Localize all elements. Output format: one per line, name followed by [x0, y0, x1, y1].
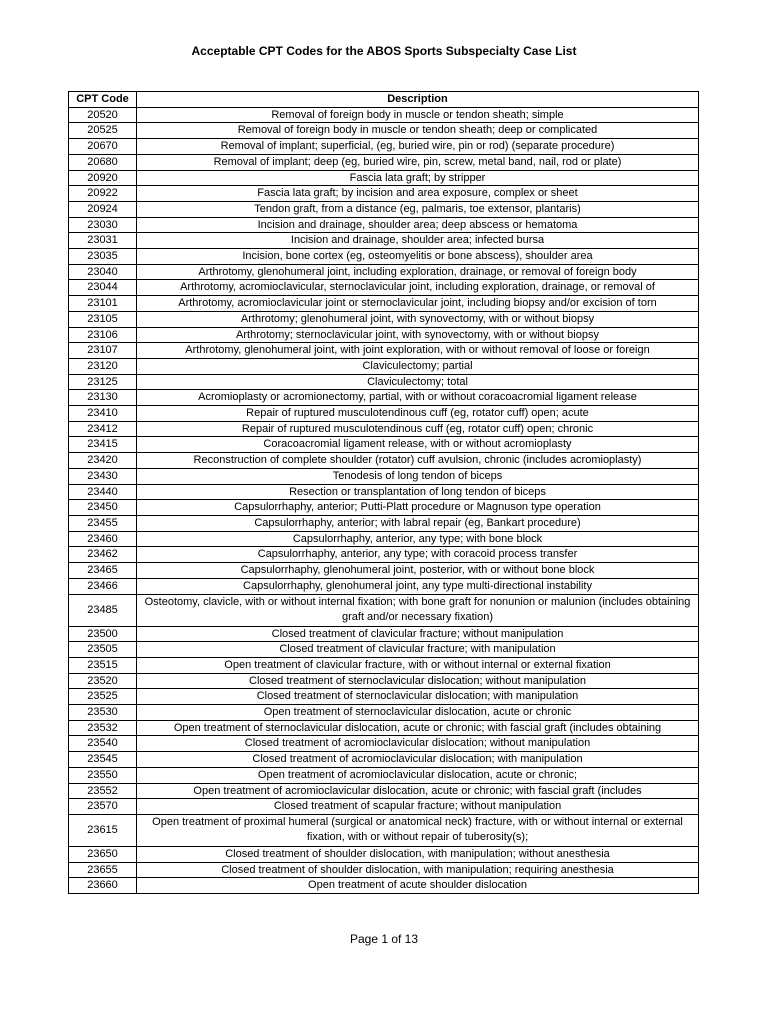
table-row — [69, 327, 699, 343]
cpt-code-cell: 23105 — [69, 311, 137, 327]
cpt-code-cell: 23101 — [69, 296, 137, 312]
description-cell: Closed treatment of sternoclavicular dislocation; with manipulation — [137, 689, 699, 705]
table-row — [69, 453, 699, 469]
cpt-code-cell: 23615 — [69, 814, 137, 846]
table-row — [69, 123, 699, 139]
cpt-code-cell: 23440 — [69, 484, 137, 500]
description-cell: Coracoacromial ligament release, with or without acromioplasty — [137, 437, 699, 453]
cpt-code-cell: 23570 — [69, 799, 137, 815]
table-row — [69, 249, 699, 265]
description-cell: Closed treatment of clavicular fracture; with manipulation — [137, 642, 699, 658]
table-row — [69, 437, 699, 453]
cpt-code-cell: 23520 — [69, 673, 137, 689]
description-cell: Capsulorrhaphy, anterior; Putti-Platt procedure or Magnuson type operation — [137, 500, 699, 516]
description-cell: Removal of implant; deep (eg, buried wire, pin, screw, metal band, nail, rod or plate) — [137, 154, 699, 170]
description-cell: Capsulorrhaphy, anterior, any type; with bone block — [137, 531, 699, 547]
table-row — [69, 783, 699, 799]
table-row — [69, 374, 699, 390]
description-cell: Capsulorrhaphy, anterior; with labral repair (eg, Bankart procedure) — [137, 515, 699, 531]
table-body — [69, 107, 699, 893]
description-cell: Claviculectomy; partial — [137, 358, 699, 374]
table-row — [69, 358, 699, 374]
table-row — [69, 311, 699, 327]
table-row — [69, 217, 699, 233]
table-row — [69, 862, 699, 878]
cpt-code-cell: 23460 — [69, 531, 137, 547]
cpt-code-cell: 23420 — [69, 453, 137, 469]
cpt-code-cell: 23466 — [69, 578, 137, 594]
table-row — [69, 468, 699, 484]
table-row — [69, 705, 699, 721]
cpt-code-cell: 23655 — [69, 862, 137, 878]
table-row — [69, 673, 699, 689]
description-cell: Arthrotomy, glenohumeral joint, with joint exploration, with or without removal of loose or foreign — [137, 343, 699, 359]
description-cell: Closed treatment of acromioclavicular dislocation; without manipulation — [137, 736, 699, 752]
description-cell: Repair of ruptured musculotendinous cuff (eg, rotator cuff) open; acute — [137, 406, 699, 422]
table-row — [69, 170, 699, 186]
table-row — [69, 421, 699, 437]
cpt-code-cell: 23030 — [69, 217, 137, 233]
header-description: Description — [137, 92, 699, 108]
cpt-code-cell: 23410 — [69, 406, 137, 422]
table-row — [69, 752, 699, 768]
description-cell: Removal of foreign body in muscle or tendon sheath; deep or complicated — [137, 123, 699, 139]
cpt-code-cell: 23552 — [69, 783, 137, 799]
table-row — [69, 406, 699, 422]
description-cell: Arthrotomy, acromioclavicular, sternoclavicular joint, including exploration, drainage, or removal of — [137, 280, 699, 296]
description-cell: Incision, bone cortex (eg, osteomyelitis or bone abscess), shoulder area — [137, 249, 699, 265]
cpt-code-cell: 20520 — [69, 107, 137, 123]
description-cell: Capsulorrhaphy, glenohumeral joint, posterior, with or without bone block — [137, 563, 699, 579]
cpt-code-cell: 23462 — [69, 547, 137, 563]
cpt-code-cell: 23660 — [69, 878, 137, 894]
table-row — [69, 594, 699, 626]
header-cpt-code: CPT Code — [69, 92, 137, 108]
cpt-code-table — [68, 91, 699, 894]
description-cell: Open treatment of clavicular fracture, with or without internal or external fixation — [137, 657, 699, 673]
cpt-code-cell: 20920 — [69, 170, 137, 186]
table-row — [69, 264, 699, 280]
table-row — [69, 626, 699, 642]
description-cell: Acromioplasty or acromionectomy, partial, with or without coracoacromial ligament release — [137, 390, 699, 406]
cpt-code-cell: 23035 — [69, 249, 137, 265]
description-cell: Closed treatment of sternoclavicular dislocation; without manipulation — [137, 673, 699, 689]
cpt-code-cell: 23505 — [69, 642, 137, 658]
cpt-code-cell: 23130 — [69, 390, 137, 406]
cpt-code-cell: 20922 — [69, 186, 137, 202]
cpt-code-cell: 20670 — [69, 139, 137, 155]
table-row — [69, 563, 699, 579]
cpt-code-cell: 23120 — [69, 358, 137, 374]
cpt-code-cell: 23125 — [69, 374, 137, 390]
table-row — [69, 720, 699, 736]
cpt-code-cell: 23532 — [69, 720, 137, 736]
cpt-code-cell: 23412 — [69, 421, 137, 437]
description-cell: Fascia lata graft; by incision and area exposure, complex or sheet — [137, 186, 699, 202]
table-row — [69, 201, 699, 217]
table-row — [69, 578, 699, 594]
cpt-code-cell: 23465 — [69, 563, 137, 579]
cpt-code-cell: 23106 — [69, 327, 137, 343]
table-row — [69, 233, 699, 249]
table-row — [69, 296, 699, 312]
description-cell: Tenodesis of long tendon of biceps — [137, 468, 699, 484]
description-cell: Open treatment of sternoclavicular dislocation, acute or chronic — [137, 705, 699, 721]
table-row — [69, 814, 699, 846]
description-cell: Open treatment of acromioclavicular dislocation, acute or chronic; — [137, 767, 699, 783]
description-cell: Closed treatment of shoulder dislocation, with manipulation; requiring anesthesia — [137, 862, 699, 878]
description-cell: Arthrotomy; sternoclavicular joint, with synovectomy, with or without biopsy — [137, 327, 699, 343]
table-row — [69, 531, 699, 547]
cpt-code-cell: 23450 — [69, 500, 137, 516]
cpt-code-cell: 23550 — [69, 767, 137, 783]
description-cell: Arthrotomy; glenohumeral joint, with synovectomy, with or without biopsy — [137, 311, 699, 327]
cpt-code-cell: 20924 — [69, 201, 137, 217]
cpt-code-cell: 23540 — [69, 736, 137, 752]
table-row — [69, 878, 699, 894]
cpt-code-cell: 23430 — [69, 468, 137, 484]
description-cell: Fascia lata graft; by stripper — [137, 170, 699, 186]
description-cell: Open treatment of proximal humeral (surgical or anatomical neck) fracture, with or without internal or external fixation, with or without repair of tuberosity(s); — [137, 814, 699, 846]
description-cell: Reconstruction of complete shoulder (rotator) cuff avulsion, chronic (includes acromioplasty) — [137, 453, 699, 469]
table-row — [69, 689, 699, 705]
table-row — [69, 767, 699, 783]
table-row — [69, 515, 699, 531]
description-cell: Open treatment of acromioclavicular dislocation, acute or chronic; with fascial graft (includes — [137, 783, 699, 799]
cpt-code-cell: 20525 — [69, 123, 137, 139]
cpt-code-cell: 23500 — [69, 626, 137, 642]
description-cell: Tendon graft, from a distance (eg, palmaris, toe extensor, plantaris) — [137, 201, 699, 217]
description-cell: Closed treatment of scapular fracture; without manipulation — [137, 799, 699, 815]
description-cell: Arthrotomy, glenohumeral joint, including exploration, drainage, or removal of foreign body — [137, 264, 699, 280]
table-row — [69, 642, 699, 658]
cpt-code-cell: 20680 — [69, 154, 137, 170]
page-number: Page 1 of 13 — [349, 932, 419, 946]
cpt-code-cell: 23485 — [69, 594, 137, 626]
cpt-code-cell: 23515 — [69, 657, 137, 673]
table-row — [69, 343, 699, 359]
table-row — [69, 500, 699, 516]
table-row — [69, 154, 699, 170]
cpt-code-cell: 23525 — [69, 689, 137, 705]
table-row — [69, 547, 699, 563]
cpt-code-cell: 23650 — [69, 846, 137, 862]
table-row — [69, 139, 699, 155]
description-cell: Capsulorrhaphy, anterior, any type; with coracoid process transfer — [137, 547, 699, 563]
description-cell: Open treatment of sternoclavicular dislocation, acute or chronic; with fascial graft (includes obtaining — [137, 720, 699, 736]
description-cell: Resection or transplantation of long tendon of biceps — [137, 484, 699, 500]
table-row — [69, 390, 699, 406]
table-row — [69, 736, 699, 752]
cpt-code-cell: 23415 — [69, 437, 137, 453]
description-cell: Closed treatment of clavicular fracture; without manipulation — [137, 626, 699, 642]
description-cell: Repair of ruptured musculotendinous cuff (eg, rotator cuff) open; chronic — [137, 421, 699, 437]
cpt-code-cell: 23040 — [69, 264, 137, 280]
table-row — [69, 846, 699, 862]
document-title: Acceptable CPT Codes for the ABOS Sports Subspecialty Case List — [191, 44, 577, 58]
description-cell: Claviculectomy; total — [137, 374, 699, 390]
description-cell: Arthrotomy, acromioclavicular joint or sternoclavicular joint, including biopsy and/or excision of torn — [137, 296, 699, 312]
description-cell: Capsulorrhaphy, glenohumeral joint, any type multi-directional instability — [137, 578, 699, 594]
table-row — [69, 484, 699, 500]
table-header-row — [69, 92, 699, 108]
cpt-code-cell: 23031 — [69, 233, 137, 249]
cpt-code-cell: 23545 — [69, 752, 137, 768]
cpt-code-cell: 23107 — [69, 343, 137, 359]
table-row — [69, 107, 699, 123]
table-row — [69, 280, 699, 296]
description-cell: Removal of foreign body in muscle or tendon sheath; simple — [137, 107, 699, 123]
cpt-code-cell: 23044 — [69, 280, 137, 296]
cpt-code-cell: 23455 — [69, 515, 137, 531]
description-cell: Removal of implant; superficial, (eg, buried wire, pin or rod) (separate procedure) — [137, 139, 699, 155]
description-cell: Osteotomy, clavicle, with or without internal fixation; with bone graft for nonunion or malunion (includes obtaining graft and/or necessary fixation) — [137, 594, 699, 626]
description-cell: Closed treatment of shoulder dislocation, with manipulation; without anesthesia — [137, 846, 699, 862]
description-cell: Open treatment of acute shoulder dislocation — [137, 878, 699, 894]
description-cell: Incision and drainage, shoulder area; infected bursa — [137, 233, 699, 249]
description-cell: Incision and drainage, shoulder area; deep abscess or hematoma — [137, 217, 699, 233]
table-row — [69, 186, 699, 202]
table-row — [69, 799, 699, 815]
table-row — [69, 657, 699, 673]
description-cell: Closed treatment of acromioclavicular dislocation; with manipulation — [137, 752, 699, 768]
cpt-code-cell: 23530 — [69, 705, 137, 721]
